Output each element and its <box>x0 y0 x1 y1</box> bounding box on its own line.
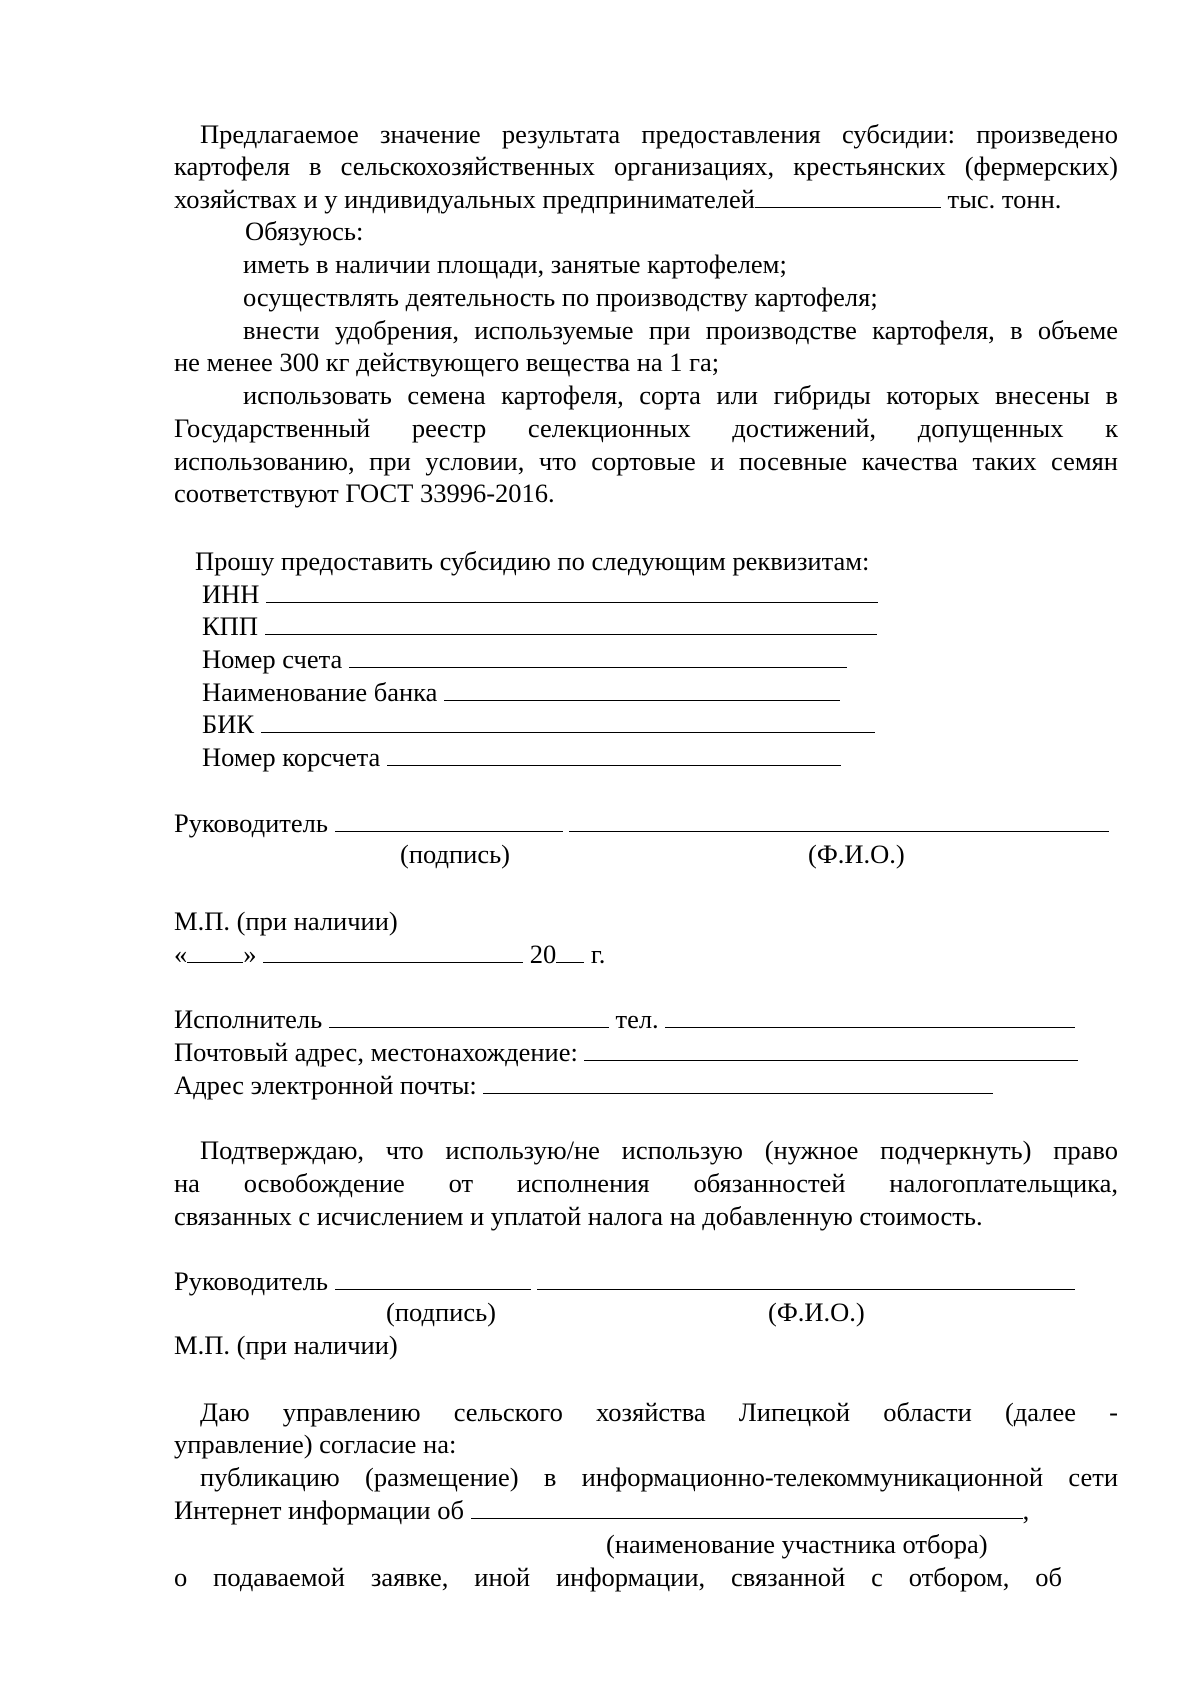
date-row <box>174 938 605 970</box>
postal-field[interactable] <box>584 1036 1078 1061</box>
obligation-item-2: осуществлять деятельность по производству картофеля; <box>243 282 878 312</box>
result-unit: тыс. тонн. <box>947 184 1062 214</box>
corr-row <box>202 741 841 773</box>
obligation-item-4-line-3: использованию, при условии, что сортовые и посевные качества таких семян <box>174 446 1118 476</box>
date-year-prefix: 20 <box>529 939 557 969</box>
result-line-3-text: хозяйствах и у индивидуальных предпринимателей <box>174 184 755 214</box>
requisites-title: Прошу предоставить субсидию по следующим реквизитам: <box>195 546 870 576</box>
bank-label: Наименование банка <box>202 677 438 707</box>
kpp-row <box>202 610 877 642</box>
date-month-field[interactable] <box>263 938 523 963</box>
head-sign-row-1 <box>174 807 1109 839</box>
result-line-2: картофеля в сельскохозяйственных организациях, крестьянских (фермерских) <box>174 151 1118 181</box>
obligation-item-3-line-2: не менее 300 кг действующего вещества на 1 га; <box>174 347 720 377</box>
seal-note-1: М.П. (при наличии) <box>174 906 398 936</box>
obligations-title: Обязуюсь: <box>245 216 364 246</box>
obligation-item-1: иметь в наличии площади, занятые картофелем; <box>243 249 787 279</box>
date-year-field[interactable] <box>556 938 584 963</box>
consent-line-4-text: Интернет информации об <box>174 1495 464 1525</box>
postal-label: Почтовый адрес, местонахождение: <box>174 1037 578 1067</box>
signature-caption-2: (подпись) <box>386 1297 497 1327</box>
date-day-field[interactable] <box>187 938 243 963</box>
date-year-suffix: г. <box>590 939 606 969</box>
bank-field[interactable] <box>444 676 840 701</box>
account-row <box>202 643 847 675</box>
date-open-quote: « <box>174 939 188 969</box>
phone-label: тел. <box>615 1004 659 1034</box>
vat-line-3: связанных с исчислением и уплатой налога на добавленную стоимость. <box>174 1201 983 1231</box>
obligation-item-4-line-2: Государственный реестр селекционных достижений, допущенных к <box>174 413 1118 443</box>
kpp-label: КПП <box>202 611 258 641</box>
vat-line-1: Подтверждаю, что использую/не использую (нужное подчеркнуть) право <box>200 1135 1118 1165</box>
bank-row <box>202 676 840 708</box>
participant-caption: (наименование участника отбора) <box>606 1529 988 1559</box>
seal-note-2: М.П. (при наличии) <box>174 1330 398 1360</box>
obligation-item-4-line-1: использовать семена картофеля, сорта или гибриды которых внесены в <box>243 380 1118 410</box>
fio-caption-1: (Ф.И.О.) <box>808 839 905 869</box>
email-label: Адрес электронной почты: <box>174 1070 477 1100</box>
result-line-3 <box>174 183 1061 215</box>
executor-label: Исполнитель <box>174 1004 323 1034</box>
result-line-1: Предлагаемое значение результата предоставления субсидии: произведено <box>200 119 1118 149</box>
consent-line-4-comma: , <box>1022 1495 1030 1525</box>
phone-field[interactable] <box>665 1003 1075 1028</box>
bik-label: БИК <box>202 709 255 739</box>
consent-line-5: о подаваемой заявке, иной информации, связанной с отбором, об <box>174 1562 1062 1592</box>
corr-field[interactable] <box>387 741 841 766</box>
executor-field[interactable] <box>329 1003 609 1028</box>
inn-row <box>202 578 878 610</box>
email-field[interactable] <box>483 1069 993 1094</box>
head-signature-field-2[interactable] <box>335 1265 531 1290</box>
bik-row <box>202 708 875 740</box>
head-signature-field-1[interactable] <box>335 807 563 832</box>
consent-line-3: публикацию (размещение) в информационно-телекоммуникационной сети <box>200 1462 1118 1492</box>
kpp-field[interactable] <box>265 610 877 635</box>
obligation-item-3-line-1: внести удобрения, используемые при производстве картофеля, в объеме <box>243 315 1118 345</box>
result-value-field[interactable] <box>755 183 941 208</box>
consent-line-2: управление) согласие на: <box>174 1429 457 1459</box>
corr-label: Номер корсчета <box>202 742 381 772</box>
head-label-1: Руководитель <box>174 808 328 838</box>
executor-row <box>174 1003 1075 1035</box>
obligation-item-4-line-4: соответствуют ГОСТ 33996-2016. <box>174 478 555 508</box>
account-label: Номер счета <box>202 644 343 674</box>
signature-caption-1: (подпись) <box>400 839 511 869</box>
fio-caption-2: (Ф.И.О.) <box>768 1297 865 1327</box>
date-close-quote: » <box>243 939 257 969</box>
inn-field[interactable] <box>266 578 878 603</box>
postal-row <box>174 1036 1078 1068</box>
consent-line-4 <box>174 1494 1029 1526</box>
head-fio-field-2[interactable] <box>537 1265 1075 1290</box>
vat-line-2: на освобождение от исполнения обязанностей налогоплательщика, <box>174 1168 1118 1198</box>
consent-line-1: Даю управлению сельского хозяйства Липецкой области (далее - <box>200 1397 1118 1427</box>
head-label-2: Руководитель <box>174 1266 328 1296</box>
head-fio-field-1[interactable] <box>569 807 1109 832</box>
bik-field[interactable] <box>261 708 875 733</box>
inn-label: ИНН <box>202 579 260 609</box>
head-sign-row-2 <box>174 1265 1075 1297</box>
account-field[interactable] <box>349 643 847 668</box>
participant-name-field[interactable] <box>471 1494 1023 1519</box>
email-row <box>174 1069 993 1101</box>
